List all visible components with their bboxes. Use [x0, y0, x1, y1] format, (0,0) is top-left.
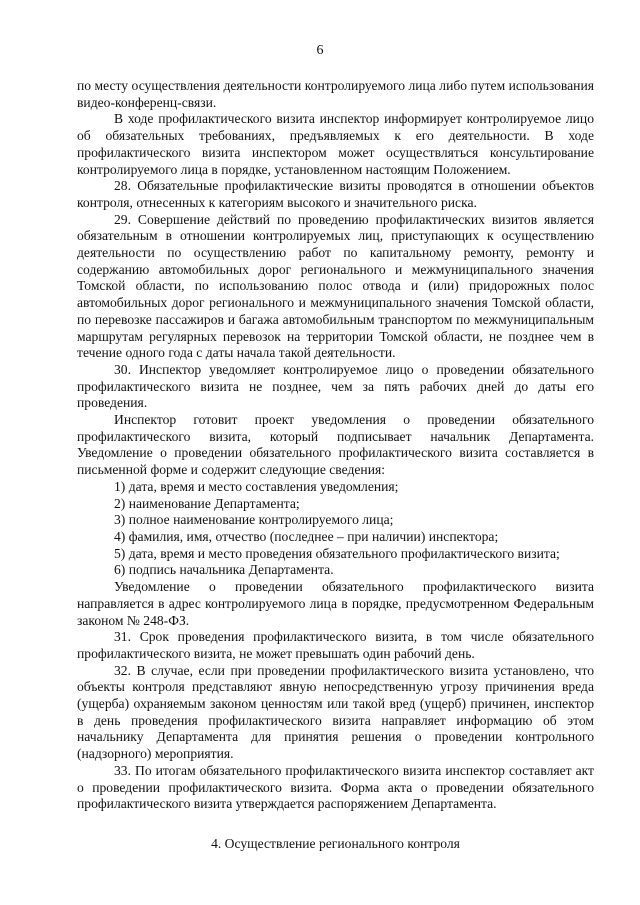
- list-item: 1) дата, время и место составления уведомления;: [114, 478, 399, 494]
- paragraph-continuation: по месту осуществления деятельности контролируемого лица либо путем использования видео-конференц-связи.: [77, 78, 594, 110]
- list-item: 2) наименование Департамента;: [114, 495, 300, 511]
- document-body: [77, 78, 594, 853]
- paragraph-28: 28. Обязательные профилактические визиты проводятся в отношении объектов контроля, отнесенных к категориям высокого и значительного риска.: [77, 178, 594, 210]
- section-heading: 4. Осуществление регионального контроля: [211, 835, 460, 851]
- list-item: 5) дата, время и место проведения обязательного профилактического визита;: [114, 545, 560, 561]
- paragraph-33: 33. По итогам обязательного профилактического визита инспектор составляет акт о проведении профилактического визита. Форма акта о проведении обязательного профилактического визита утверждается распоряжением Департамента.: [77, 762, 594, 812]
- paragraph-visit-content: В ходе профилактического визита инспектор информирует контролируемое лицо об обязательных требованиях, предъявляемых к его деятельности. В ходе профилактического визита инспектором может осуществляться консультирование контролируемого лица в порядке, установленном настоящим Положением.: [77, 111, 594, 177]
- notice-items-list: [77, 479, 594, 579]
- paragraph-32: 32. В случае, если при проведении профилактического визита установлено, что объекты контроля представляют явную непосредственную угрозу причинения вреда (ущерба) охраняемым законом ценностям или такой вред (ущерб) причинен, инспектор в день проведения профилактического визита направляет информацию об этом начальнику Департамента для принятия решения о проведении контрольного (надзорного) мероприятия.: [77, 662, 594, 762]
- paragraph-29: 29. Совершение действий по проведению профилактических визитов является обязательным в отношении контролируемых лиц, приступающих к осуществлению деятельности по осуществлению работ по капитальному ремонту, ремонту и содержанию автомобильных дорог регионального и межмуниципального значения Томской области, по использованию полос отвода и (или) придорожных полос автомобильных дорог регионального и межмуниципального значения Томской области, по перевозке пассажиров и багажа автомобильным транспортом по межмуниципальным маршрутам регулярных перевозок на территории Томской области, не позднее чем в течение одного года с даты начала такой деятельности.: [77, 211, 594, 361]
- list-item: 3) полное наименование контролируемого лица;: [114, 512, 394, 528]
- list-item: 6) подпись начальника Департамента.: [114, 562, 334, 578]
- page-number: 6: [316, 43, 324, 58]
- list-item: 4) фамилия, имя, отчество (последнее – при наличии) инспектора;: [114, 528, 499, 544]
- paragraph-30: 30. Инспектор уведомляет контролируемое лицо о проведении обязательного профилактического визита не позднее, чем за пять рабочих дней до даты его проведения.: [77, 361, 594, 411]
- paragraph-31: 31. Срок проведения профилактического визита, в том числе обязательного профилактического визита, не может превышать один рабочий день.: [77, 629, 594, 661]
- paragraph-notice-preparation: Инспектор готовит проект уведомления о проведении обязательного профилактического визита, который подписывает начальник Департамента. Уведомление о проведении обязательного профилактического визита составляется в письменной форме и содержит следующие сведения:: [77, 412, 594, 478]
- paragraph-notice-delivery: Уведомление о проведении обязательного профилактического визита направляется в адрес контролируемого лица в порядке, предусмотренном Федеральным законом № 248-ФЗ.: [77, 579, 594, 628]
